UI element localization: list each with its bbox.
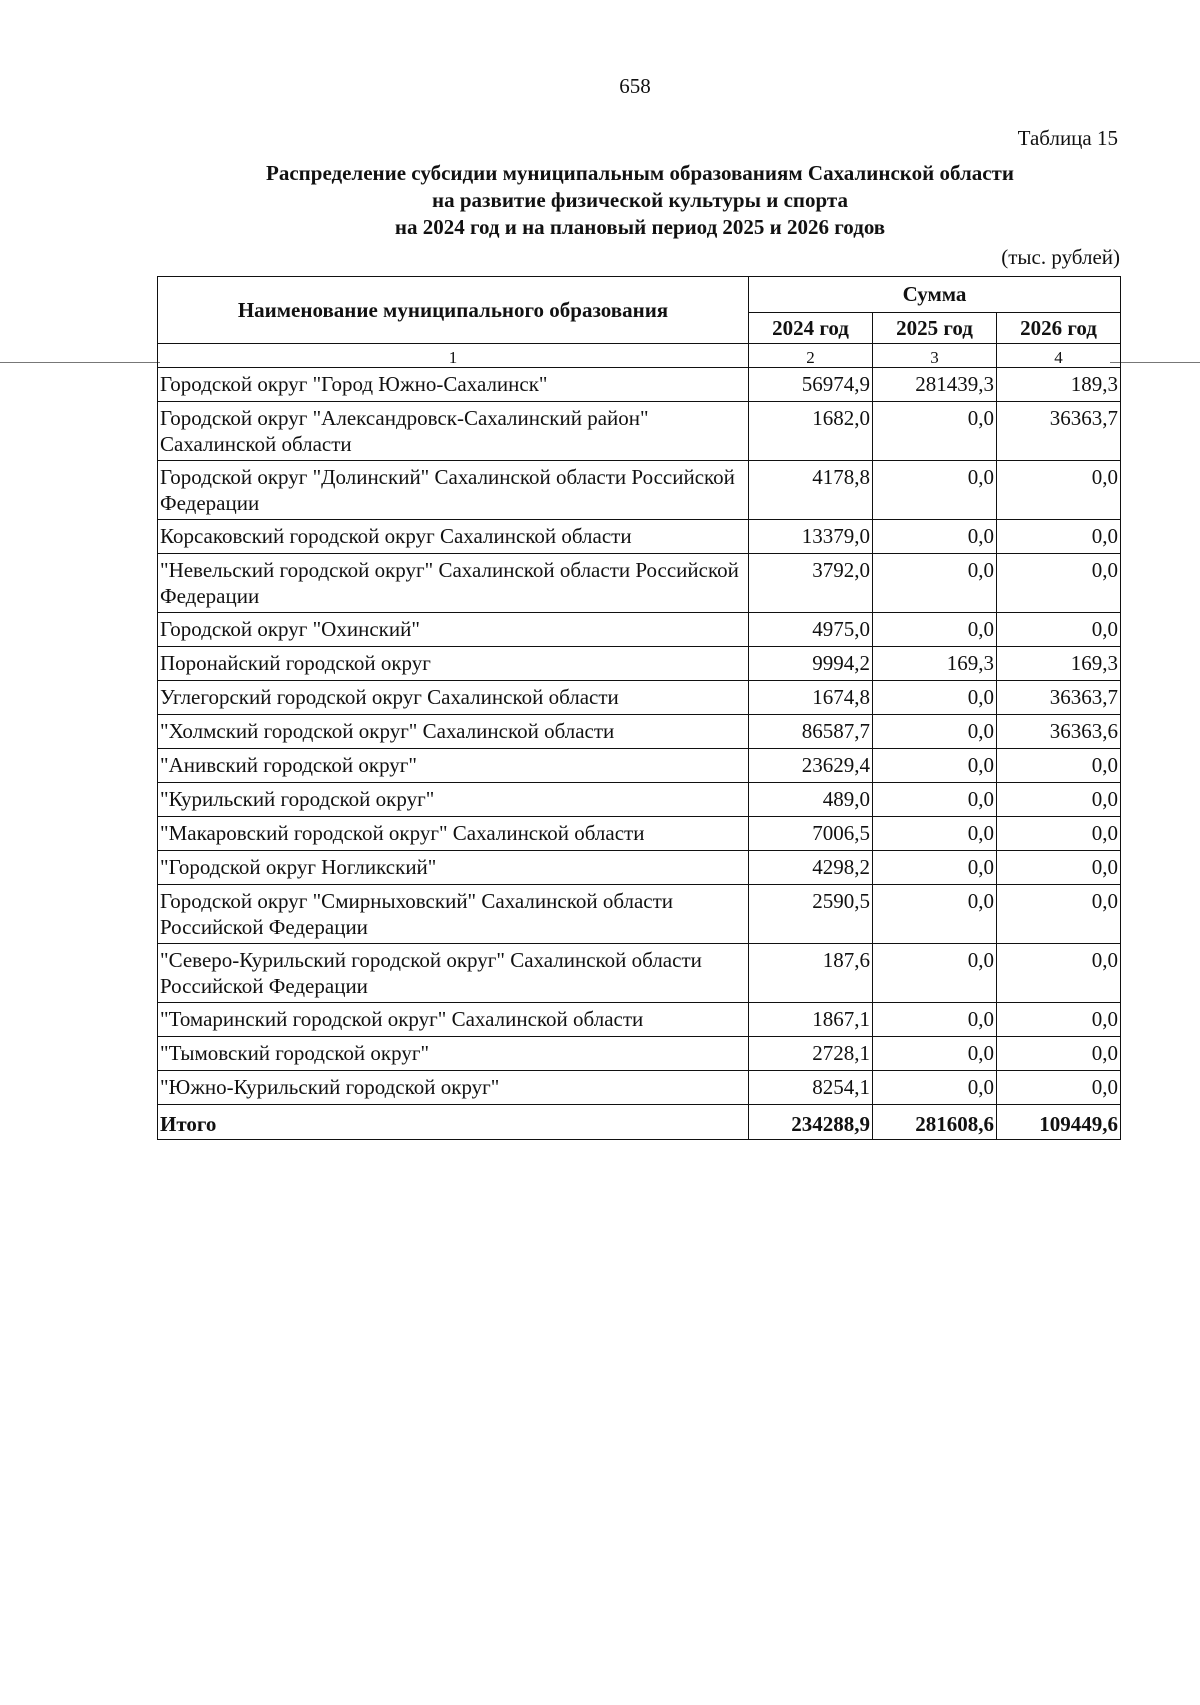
value-2024: 1682,0 (749, 402, 873, 461)
table-row (158, 715, 1121, 749)
value-2024: 4298,2 (749, 851, 873, 885)
municipality-name: "Томаринский городской округ" Сахалинской области (158, 1003, 749, 1037)
value-2024: 13379,0 (749, 520, 873, 554)
table-row (158, 647, 1121, 681)
value-2024: 4178,8 (749, 461, 873, 520)
value-2026: 36363,6 (997, 715, 1121, 749)
table-label: Таблица 15 (1017, 126, 1118, 150)
table-row (158, 817, 1121, 851)
value-2026: 0,0 (997, 461, 1121, 520)
value-2026: 0,0 (997, 1071, 1121, 1105)
municipality-name: Поронайский городской округ (158, 647, 749, 681)
column-number: 3 (873, 344, 997, 368)
table-row (158, 783, 1121, 817)
value-2025: 0,0 (873, 554, 997, 613)
value-2026: 0,0 (997, 817, 1121, 851)
title-line-2: на развитие физической культуры и спорта (432, 188, 848, 212)
value-2025: 0,0 (873, 402, 997, 461)
value-2025: 0,0 (873, 520, 997, 554)
value-2025: 0,0 (873, 817, 997, 851)
value-2025: 169,3 (873, 647, 997, 681)
column-number: 2 (749, 344, 873, 368)
value-2024: 4975,0 (749, 613, 873, 647)
value-2025: 0,0 (873, 885, 997, 944)
value-2026: 169,3 (997, 647, 1121, 681)
value-2025: 0,0 (873, 461, 997, 520)
value-2024: 86587,7 (749, 715, 873, 749)
municipality-name: Городской округ "Александровск-Сахалинский район" Сахалинской области (158, 402, 749, 461)
value-2026: 36363,7 (997, 681, 1121, 715)
value-2025: 0,0 (873, 681, 997, 715)
municipality-name: "Южно-Курильский городской округ" (158, 1071, 749, 1105)
table-row (158, 1071, 1121, 1105)
title-line-3: на 2024 год и на плановый период 2025 и 2026 годов (394, 215, 886, 239)
distribution-table (157, 276, 1121, 1140)
column-number: 4 (997, 344, 1121, 368)
header-year-2026: 2026 год (997, 312, 1121, 343)
municipality-name: "Макаровский городской округ" Сахалинской области (158, 817, 749, 851)
table-row (158, 1037, 1121, 1071)
total-2024: 234288,9 (749, 1105, 873, 1140)
value-2025: 0,0 (873, 1037, 997, 1071)
value-2024: 56974,9 (749, 368, 873, 402)
value-2025: 281439,3 (873, 368, 997, 402)
header-year-2024: 2024 год (749, 312, 873, 343)
municipality-name: "Северо-Курильский городской округ" Сахалинской области Российской Федерации (158, 944, 749, 1003)
total-2026: 109449,6 (997, 1105, 1121, 1140)
value-2024: 7006,5 (749, 817, 873, 851)
value-2026: 189,3 (997, 368, 1121, 402)
value-2026: 0,0 (997, 885, 1121, 944)
table-row (158, 461, 1121, 520)
column-number-row (158, 344, 1121, 368)
table-row (158, 885, 1121, 944)
value-2024: 8254,1 (749, 1071, 873, 1105)
value-2026: 0,0 (997, 520, 1121, 554)
table-row (158, 613, 1121, 647)
value-2026: 0,0 (997, 749, 1121, 783)
title-line-1: Распределение субсидии муниципальным образованиям Сахалинской области (266, 161, 1014, 185)
municipality-name: "Тымовский городской округ" (158, 1037, 749, 1071)
value-2026: 0,0 (997, 1037, 1121, 1071)
value-2025: 0,0 (873, 749, 997, 783)
municipality-name: "Городской округ Ногликский" (158, 851, 749, 885)
value-2025: 0,0 (873, 1071, 997, 1105)
value-2024: 3792,0 (749, 554, 873, 613)
table-row (158, 944, 1121, 1003)
value-2024: 187,6 (749, 944, 873, 1003)
municipality-name: Городской округ "Город Южно-Сахалинск" (158, 368, 749, 402)
municipality-name: Корсаковский городской округ Сахалинской области (158, 520, 749, 554)
page-number: 658 (619, 74, 651, 98)
value-2026: 0,0 (997, 1003, 1121, 1037)
municipality-name: Углегорский городской округ Сахалинской области (158, 681, 749, 715)
document-title (150, 160, 1130, 241)
table-row (158, 520, 1121, 554)
value-2026: 0,0 (997, 783, 1121, 817)
municipality-name: Городской округ "Охинский" (158, 613, 749, 647)
table-row (158, 368, 1121, 402)
total-row (158, 1105, 1121, 1140)
value-2026: 0,0 (997, 554, 1121, 613)
value-2025: 0,0 (873, 783, 997, 817)
header-name: Наименование муниципального образования (158, 277, 749, 344)
value-2026: 0,0 (997, 851, 1121, 885)
value-2024: 9994,2 (749, 647, 873, 681)
table-row (158, 402, 1121, 461)
value-2025: 0,0 (873, 1003, 997, 1037)
table-row (158, 749, 1121, 783)
value-2024: 2590,5 (749, 885, 873, 944)
value-2024: 2728,1 (749, 1037, 873, 1071)
value-2026: 0,0 (997, 944, 1121, 1003)
total-label: Итого (158, 1105, 749, 1140)
value-2026: 0,0 (997, 613, 1121, 647)
table-row (158, 1003, 1121, 1037)
municipality-name: "Курильский городской округ" (158, 783, 749, 817)
value-2025: 0,0 (873, 613, 997, 647)
municipality-name: "Холмский городской округ" Сахалинской области (158, 715, 749, 749)
table-row (158, 554, 1121, 613)
scan-rule-right (1110, 362, 1200, 363)
value-2025: 0,0 (873, 715, 997, 749)
header-year-2025: 2025 год (873, 312, 997, 343)
municipality-name: "Невельский городской округ" Сахалинской области Российской Федерации (158, 554, 749, 613)
municipality-name: Городской округ "Долинский" Сахалинской области Российской Федерации (158, 461, 749, 520)
units-label: (тыс. рублей) (1001, 245, 1120, 269)
value-2025: 0,0 (873, 944, 997, 1003)
scan-rule-left (0, 362, 160, 363)
value-2024: 23629,4 (749, 749, 873, 783)
municipality-name: "Анивский городской округ" (158, 749, 749, 783)
total-2025: 281608,6 (873, 1105, 997, 1140)
value-2024: 1867,1 (749, 1003, 873, 1037)
table-row (158, 681, 1121, 715)
table-row (158, 851, 1121, 885)
header-sum: Сумма (749, 277, 1121, 313)
column-number: 1 (158, 344, 749, 368)
value-2024: 1674,8 (749, 681, 873, 715)
municipality-name: Городской округ "Смирныховский" Сахалинской области Российской Федерации (158, 885, 749, 944)
value-2026: 36363,7 (997, 402, 1121, 461)
value-2024: 489,0 (749, 783, 873, 817)
value-2025: 0,0 (873, 851, 997, 885)
